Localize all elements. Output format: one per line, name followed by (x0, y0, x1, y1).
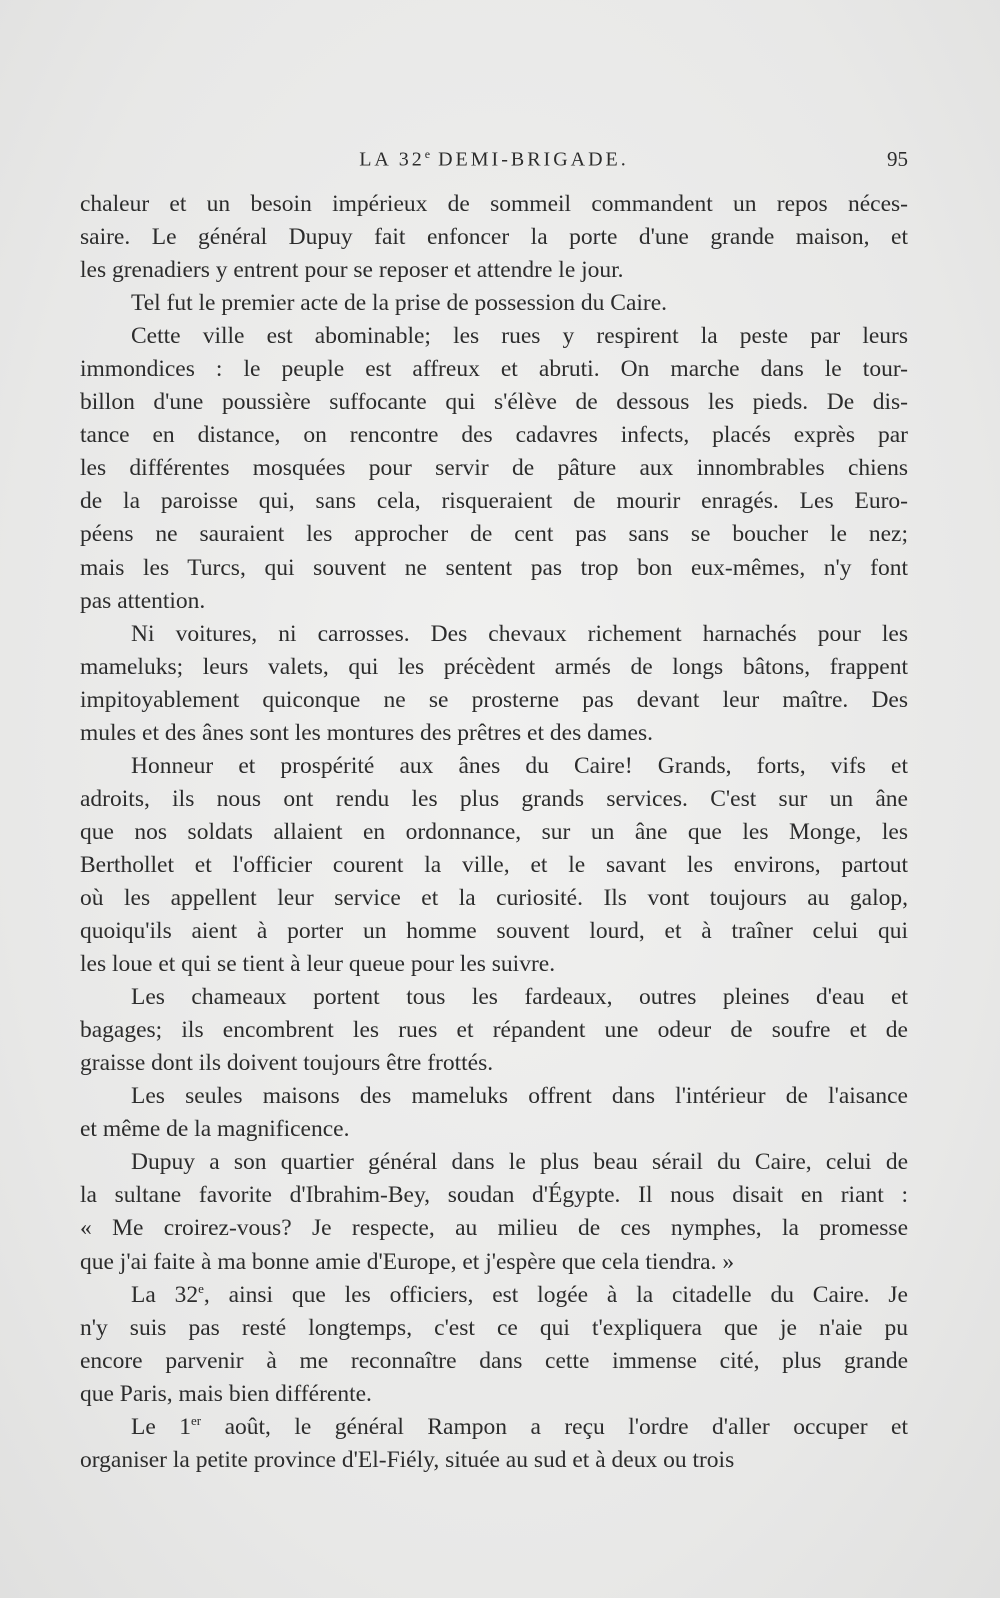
text-line: où les appellent leur service et la curiosité. Ils vont toujours au galop, (80, 884, 908, 911)
text-line: immondices : le peuple est affreux et abruti. On marche dans le tour- (80, 356, 908, 383)
text-segment: Le 1 (131, 1413, 191, 1440)
superscript: er (191, 1412, 202, 1428)
text-line: Les seules maisons des mameluks offrent dans l'intérieur de l'aisance (131, 1083, 908, 1110)
running-title (80, 147, 908, 172)
text-line: graisse dont ils doivent toujours être frottés. (80, 1050, 494, 1077)
text-line: mais les Turcs, qui souvent ne sentent pas trop bon eux-mêmes, n'y font (80, 554, 908, 581)
text-line: « Me croirez-vous? Je respecte, au milieu de ces nymphes, la promesse (80, 1215, 908, 1242)
text-line: Tel fut le premier acte de la prise de possession du Caire. (131, 290, 668, 317)
text-line: péens ne sauraient les approcher de cent pas sans se boucher le nez; (80, 521, 908, 548)
text-line (80, 1279, 908, 1312)
text-line: n'y suis pas resté longtemps, c'est ce qui t'expliquera que je n'aie pu (80, 1314, 908, 1341)
text-line: impitoyablement quiconque ne se prosterne pas devant leur maître. Des (80, 686, 908, 713)
text-segment: août, le général Rampon a reçu l'ordre d'aller occuper et (201, 1413, 908, 1440)
text-line: organiser la petite province d'El-Fiély, située au sud et à deux ou trois (80, 1446, 735, 1473)
text-line: mameluks; leurs valets, qui les précèdent armés de longs bâtons, frappent (80, 653, 908, 680)
text-line: que j'ai faite à ma bonne amie d'Europe, et j'espère que cela tiendra. » (80, 1248, 735, 1275)
superscript: e (198, 1280, 204, 1296)
running-title-text-end: DEMI-BRIGADE. (430, 148, 629, 171)
text-line: mules et des ânes sont les montures des prêtres et des dames. (80, 719, 653, 746)
text-line: chaleur et un besoin impérieux de sommeil commandent un repos néces- (80, 191, 908, 217)
text-line: tance en distance, on rencontre des cadavres infects, placés exprès par (80, 422, 908, 449)
running-title-text: LA 32 (359, 148, 425, 171)
text-line: les différentes mosquées pour servir de pâture aux innombrables chiens (80, 455, 908, 482)
text-line: que nos soldats allaient en ordonnance, sur un âne que les Monge, les (80, 818, 908, 845)
text-line: de la paroisse qui, sans cela, risqueraient de mourir enragés. Les Euro- (80, 488, 908, 515)
page-number: 95 (887, 147, 908, 171)
text-line: Cette ville est abominable; les rues y respirent la peste par leurs (131, 323, 908, 350)
text-line: Ni voitures, ni carrosses. Des chevaux richement harnachés pour les (131, 620, 908, 647)
text-segment: La 32 (131, 1281, 199, 1308)
text-line: saire. Le général Dupuy fait enfoncer la porte d'une grande maison, et (80, 224, 908, 251)
text-line: Dupuy a son quartier général dans le plus beau sérail du Caire, celui de (131, 1149, 908, 1176)
text-line: que Paris, mais bien différente. (80, 1380, 372, 1407)
text-line: billon d'une poussière suffocante qui s'élève de dessous les pieds. De dis- (80, 389, 908, 416)
text-line: la sultane favorite d'Ibrahim-Bey, soudan d'Égypte. Il nous disait en riant : (80, 1182, 908, 1209)
text-segment: , ainsi que les officiers, est logée à la citadelle du Caire. Je (203, 1281, 908, 1308)
running-title-superscript: e (424, 147, 431, 161)
text-line: Berthollet et l'officier courent la ville, et le savant les environs, partout (80, 851, 908, 878)
text-line: pas attention. (80, 587, 206, 614)
text-line: bagages; ils encombrent les rues et répandent une odeur de soufre et de (80, 1017, 908, 1044)
text-line (80, 1411, 908, 1444)
body-text (80, 188, 908, 1477)
text-line: et même de la magnificence. (80, 1116, 350, 1143)
page-header (80, 147, 908, 177)
text-line: Honneur et prospérité aux ânes du Caire! Grands, forts, vifs et (131, 752, 908, 779)
text-line: les loue et qui se tient à leur queue pour les suivre. (80, 951, 556, 978)
text-line: les grenadiers y entrent pour se reposer et attendre le jour. (80, 257, 624, 284)
text-line: Les chameaux portent tous les fardeaux, outres pleines d'eau et (131, 984, 908, 1011)
text-line: adroits, ils nous ont rendu les plus grands services. C'est sur un âne (80, 785, 908, 812)
text-line: quoiqu'ils aient à porter un homme souvent lourd, et à traîner celui qui (80, 918, 908, 945)
text-line: encore parvenir à me reconnaître dans cette immense cité, plus grande (80, 1347, 908, 1374)
